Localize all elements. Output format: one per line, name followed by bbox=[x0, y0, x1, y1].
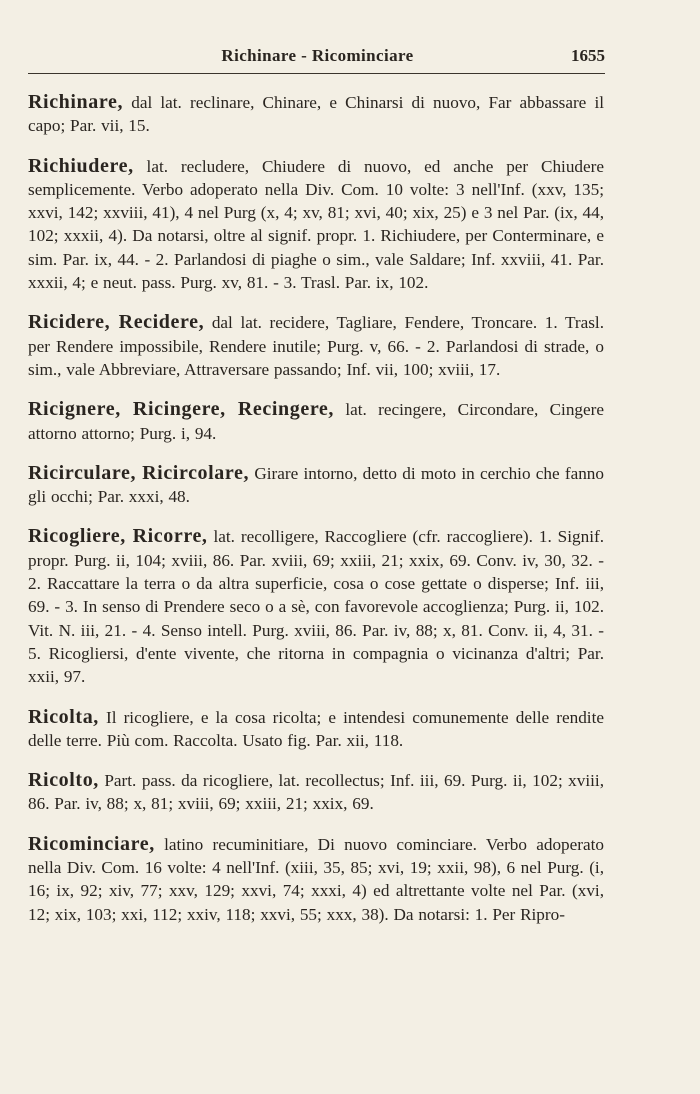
headword: Richinare, bbox=[28, 91, 124, 113]
header-rule bbox=[28, 73, 605, 74]
running-title: Richinare - Ricominciare bbox=[221, 46, 414, 65]
entry-text: lat. recingere, Circondare, Cingere attorno attorno; Purg. i, 94. bbox=[28, 400, 604, 443]
entry-text: latino recuminitiare, Di nuovo cominciare. Verbo adoperato nella Div. Com. 16 volte: 4 nell'Inf. (xiii, 35, 85; xvi, 19; xxii, 98), 6 nel Purg. (i, 16; ix, 92; xiv, 77; xxv, 129; xxvi, 74; xxxi, 4) ed altrettante volte nel Par. (xvi, 12; xix, 103; xxi, 112; xxiv, 118; xxvi, 55; xxx, 38). Da notarsi: 1. Per Ripro- bbox=[28, 834, 604, 924]
headword: Ricirculare, Ricircolare, bbox=[28, 461, 250, 484]
headword: Richiudere, bbox=[28, 154, 134, 177]
headword: Ricominciare, bbox=[28, 832, 155, 855]
entry-text: dal lat. recidere, Tagliare, Fendere, Troncare. 1. Trasl. per Rendere impossibile, Rendere inutile; Purg. v, 66. - 2. Parlandosi di strade, o sim., vale Abbreviare, Attraversare passando; Inf. vii, 100; xviii, 17. bbox=[28, 313, 604, 379]
entry-richiudere bbox=[28, 155, 604, 295]
entry-richinare bbox=[28, 91, 604, 138]
entry-text: Part. pass. da ricogliere, lat. recollectus; Inf. iii, 69. Purg. ii, 102; xviii, 86. Par. iv, 88; x, 81; xviii, 69; xxiii, 21; xxix, 69. bbox=[28, 771, 604, 814]
headword: Ricolto, bbox=[28, 769, 99, 792]
headword: Ricidere, Recidere, bbox=[28, 311, 205, 334]
entry-text: Girare intorno, detto di moto in cerchio che fanno gli occhi; Par. xxxi, 48. bbox=[28, 463, 604, 507]
entry-ricolta bbox=[28, 706, 604, 753]
entry-text: Il ricogliere, e la cosa ricolta; e intendesi comunemente delle rendite delle terre. Più com. Raccolta. Usato fig. Par. xii, 118. bbox=[28, 707, 604, 750]
entry-text: lat. recolligere, Raccogliere (cfr. raccogliere). 1. Signif. propr. Purg. ii, 104; xviii, 86. Par. xviii, 69; xxiii, 21; xxix, 69. Conv. iv, 30, 32. - 2. Raccattare la terra o da altra superficie, cosa o cose gettate o disperse; Inf. iii, 69. - 3. In senso di Prendere seco o a sè, con favorevole accoglienza; Purg. ii, 102. Vit. N. iii, 21. - 4. Senso intell. Purg. xviii, 86. Par. iv, 88; x, 81. Conv. ii, 4, 31. - 5. Ricogliersi, d'ente vivente, che ritorna in compagnia o vicinanza d'altri; Par. xxii, 97. bbox=[28, 527, 604, 687]
entry-ricirculare bbox=[28, 462, 604, 509]
headword: Ricignere, Ricingere, Recingere, bbox=[28, 398, 335, 421]
dictionary-entries bbox=[28, 91, 604, 943]
headword: Ricolta, bbox=[28, 705, 99, 728]
entry-text: dal lat. reclinare, Chinare, e Chinarsi di nuovo, Far abbassare il capo; Par. vii, 15. bbox=[28, 93, 604, 136]
running-head bbox=[30, 46, 605, 76]
entry-ricolto bbox=[28, 769, 604, 816]
headword: Ricogliere, Ricorre, bbox=[28, 525, 208, 548]
entry-ricignere bbox=[28, 398, 604, 445]
entry-text: lat. recludere, Chiudere di nuovo, ed anche per Chiudere semplicemente. Verbo adoperato nella Div. Com. 10 volte: 3 nell'Inf. (xxv, 135; xxvi, 142; xxviii, 41), 4 nel Purg (x, 4; xv, 81; xvi, 40; xix, 25) e 3 nel Par. (ix, 44, 102; xxxii, 4). Da notarsi, oltre al signif. propr. 1. Richiudere, per Conterminare, e sim. Par. ix, 44. - 2. Parlandosi di piaghe o sim., vale Saldare; Inf. xxviii, 41. Par. xxxii, 4; e neut. pass. Purg. xv, 81. - 3. Trasl. Par. ix, 102. bbox=[28, 156, 604, 293]
entry-ricogliere bbox=[28, 525, 604, 688]
page-number: 1655 bbox=[571, 46, 605, 65]
entry-ricidere bbox=[28, 311, 604, 381]
entry-ricominciare bbox=[28, 833, 604, 926]
